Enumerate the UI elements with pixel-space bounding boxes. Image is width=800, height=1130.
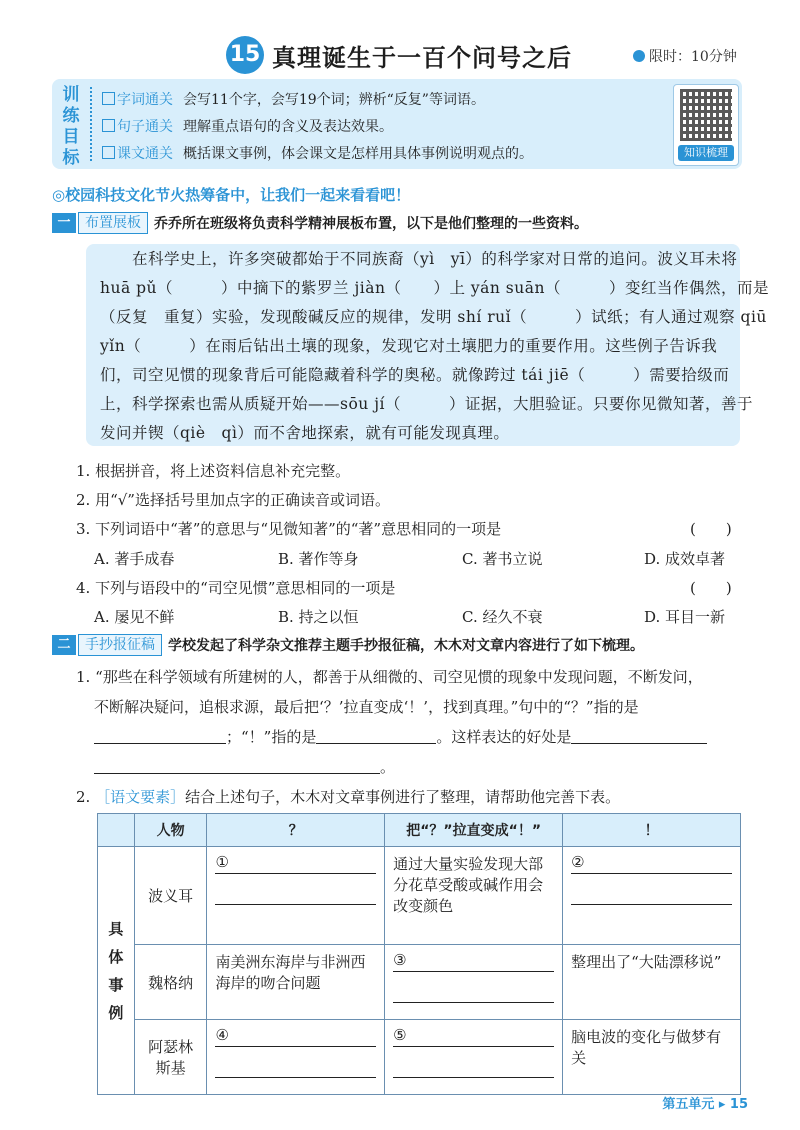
goal-tag: 字词通关 [117, 92, 173, 108]
qr-code[interactable] [673, 84, 739, 166]
answer-blank[interactable] [94, 773, 380, 774]
page-footer: 第五单元 ▸ 15 [662, 1097, 748, 1112]
goal-row-words [102, 89, 485, 109]
answer-line[interactable] [393, 951, 554, 972]
blank-number: ① [215, 853, 229, 871]
blank-number: ⑤ [393, 1026, 407, 1044]
goal-row-sentences [102, 116, 393, 136]
qr-label: 知识梳理 [678, 145, 734, 161]
table-corner [98, 814, 135, 847]
text-cell: 南美洲东海岸与非洲西海岸的吻合问题 [207, 945, 385, 1020]
table-header: ？ [207, 814, 385, 847]
option-a[interactable]: A. 屡见不鲜 [94, 608, 175, 626]
goal-text: 理解重点语句的含义及表达效果。 [183, 119, 393, 135]
answer-paren[interactable]: ( ) [690, 579, 732, 597]
passage-line: 们，司空见惯的现象背后可能隐藏着科学的奥秘。就像跨过 tái jiē（ ）需要拾级而 [100, 366, 730, 384]
clock-icon [633, 50, 645, 62]
person-cell: 魏格纳 [134, 945, 207, 1020]
question-1-3: 3. 下列词语中“著”的意思与“见微知著”的“著”意思相同的一项是 [76, 520, 502, 538]
question-1-4: 4. 下列与语段中的“司空见惯”意思相同的一项是 [76, 579, 396, 597]
goals-side-char: 标 [62, 148, 80, 168]
blank-number: ③ [393, 951, 407, 969]
lesson-header [0, 36, 800, 76]
text-cell: 脑电波的变化与做梦有关 [563, 1020, 741, 1095]
answer-line[interactable] [393, 1026, 554, 1047]
checkbox-icon[interactable] [102, 146, 115, 159]
rowhead-char: 事 [108, 975, 124, 994]
answer-line[interactable] [393, 1057, 554, 1078]
goals-side-char: 目 [62, 127, 80, 147]
option-a[interactable]: A. 著手成春 [94, 550, 175, 568]
table-header-row [98, 814, 741, 847]
answer-line[interactable] [215, 853, 376, 874]
answer-blank[interactable] [571, 743, 707, 744]
person-cell: 阿瑟林斯基 [134, 1020, 207, 1095]
time-limit-text: 限时：10分钟 [649, 49, 737, 65]
answer-paren[interactable]: ( ) [690, 520, 732, 538]
option-d[interactable]: D. 耳目一新 [644, 608, 726, 626]
answer-line[interactable] [215, 1057, 376, 1078]
goal-tag: 句子通关 [117, 119, 173, 135]
table-header: 人物 [134, 814, 207, 847]
lesson-number-badge: 15 [226, 36, 264, 74]
lesson-title: 真理诞生于一百个问号之后 [272, 44, 572, 72]
question-text: 。 [380, 758, 396, 776]
question-2-1-line2: 不断解决疑问，追根求源，最后把‘？’拉直变成‘！’，找到真理。”句中的“？”指的是 [94, 698, 639, 716]
answer-line[interactable] [215, 1026, 376, 1047]
section-tag: 手抄报征稿 [78, 634, 162, 656]
table-header: ！ [563, 814, 741, 847]
training-goals-box [52, 79, 742, 169]
text-cell: 通过大量实验发现大部分花草受酸或碱作用会改变颜色 [385, 847, 563, 945]
person-cell: 波义耳 [134, 847, 207, 945]
option-b[interactable]: B. 著作等身 [278, 550, 359, 568]
checkbox-icon[interactable] [102, 92, 115, 105]
section-1-header [52, 212, 588, 236]
table-row-header [98, 847, 135, 1095]
section-description: 学校发起了科学杂文推荐主题手抄报征稿，木木对文章内容进行了如下梳理。 [168, 638, 644, 654]
option-b[interactable]: B. 持之以恒 [278, 608, 359, 626]
answer-line[interactable] [571, 884, 732, 905]
goal-row-text [102, 143, 533, 163]
question-2-2: 2. ［语文要素］结合上述句子，木木对文章事例进行了整理，请帮助他完善下表。 [76, 788, 621, 806]
rowhead-char: 具 [108, 919, 124, 938]
intro-text: ◎校园科技文化节火热筹备中，让我们一起来看看吧！ [52, 186, 411, 204]
passage-line: （反复 重复）实验，发现酸碱反应的规律，发明 shí ruǐ（ ）试纸；有人通过观察 qiū [100, 308, 767, 326]
passage-line: yǐn（ ）在雨后钻出土壤的现象，发现它对土壤肥力的重要作用。这些例子告诉我 [100, 337, 718, 355]
option-c[interactable]: C. 著书立说 [462, 550, 543, 568]
examples-table [97, 813, 741, 1095]
question-1-2: 2. 用“√”选择括号里加点字的正确读音或词语。 [76, 491, 390, 509]
goals-divider [90, 87, 93, 161]
section-number: 二 [52, 635, 76, 655]
goal-text: 会写11个字，会写19个词；辨析“反复”等词语。 [183, 92, 485, 108]
passage-line: 上，科学探索也需从质疑开始——sōu jí（ ）证据，大胆验证。只要你见微知著，善于 [100, 395, 753, 413]
answer-line[interactable] [571, 853, 732, 874]
question-text: ；“！”指的是 [226, 728, 317, 746]
section-2-header [52, 634, 644, 658]
goal-text: 概括课文事例，体会课文是怎样用具体事例说明观点的。 [183, 146, 533, 162]
checkbox-icon[interactable] [102, 119, 115, 132]
answer-blank[interactable] [94, 743, 226, 744]
blank-number: ② [571, 853, 585, 871]
table-row [98, 945, 741, 1020]
goals-side-char: 训 [62, 85, 80, 105]
passage-line: 发问并锲（qiè qì）而不舍地探索，就有可能发现真理。 [100, 424, 510, 442]
goal-tag: 课文通关 [117, 146, 173, 162]
table-header: 把“？”拉直变成“！” [385, 814, 563, 847]
blank-number: ④ [215, 1026, 229, 1044]
language-element-tag: ［语文要素］ [95, 788, 186, 806]
option-c[interactable]: C. 经久不衰 [462, 608, 543, 626]
reading-passage [86, 244, 769, 446]
time-limit [633, 46, 737, 66]
answer-blank[interactable] [316, 743, 436, 744]
passage-line: 在科学史上，许多突破都始于不同族裔（yì yī）的科学家对日常的追问。波义耳未将 [100, 250, 738, 268]
question-text: 。这样表达的好处是 [436, 728, 572, 746]
answer-cell[interactable] [385, 1020, 563, 1095]
rowhead-char: 例 [108, 1003, 124, 1022]
rowhead-char: 体 [108, 947, 124, 966]
answer-line[interactable] [215, 884, 376, 905]
table-row [98, 1020, 741, 1095]
question-2-1-line1: 1. “那些在科学领域有所建树的人，都善于从细微的、司空见惯的现象中发现问题，不断发问， [76, 668, 703, 686]
table-row [98, 847, 741, 945]
question-2-1-line3 [94, 726, 707, 747]
goals-side-char: 练 [62, 106, 80, 126]
option-d[interactable]: D. 成效卓著 [644, 550, 726, 568]
question-text: 结合上述句子，木木对文章事例进行了整理，请帮助他完善下表。 [185, 788, 621, 806]
section-tag: 布置展板 [78, 212, 148, 234]
text-cell: 整理出了“大陆漂移说” [563, 945, 741, 1020]
goals-side-label [58, 85, 84, 169]
question-2-1-line4 [94, 756, 395, 777]
passage-line: huā pǔ（ ）中摘下的紫罗兰 jiàn（ ）上 yán suān（ ）变红当作偶然，而是 [100, 279, 769, 297]
answer-cell[interactable] [563, 847, 741, 945]
qr-code-icon [680, 89, 732, 141]
section-description: 乔乔所在班级将负责科学精神展板布置，以下是他们整理的一些资料。 [154, 216, 588, 232]
section-number: 一 [52, 213, 76, 233]
answer-cell[interactable] [207, 1020, 385, 1095]
answer-line[interactable] [393, 982, 554, 1003]
answer-cell[interactable] [207, 847, 385, 945]
question-1-1: 1. 根据拼音，将上述资料信息补充完整。 [76, 462, 351, 480]
answer-cell[interactable] [385, 945, 563, 1020]
